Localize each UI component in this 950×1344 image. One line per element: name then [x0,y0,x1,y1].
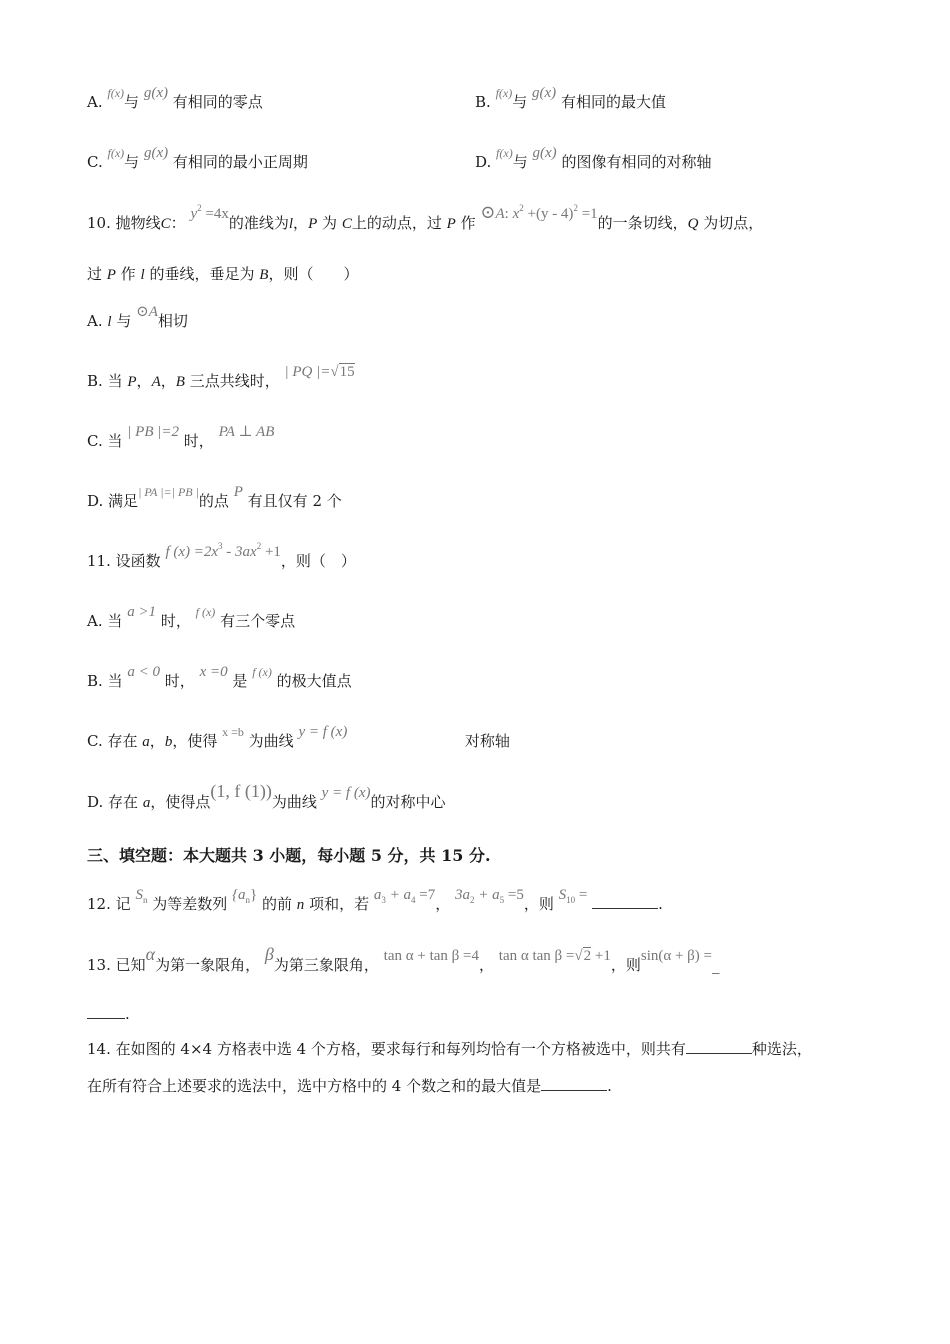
text: 在所有符合上述要求的选法中，选中方格中的 4 个数之和的最大值是 [87,1077,542,1095]
option-text: 有相同的最小正周期 [172,153,308,171]
math-text: f (x) =2x [165,544,219,560]
answer-blank-1[interactable] [686,1039,752,1054]
math-text: 2 [583,948,592,964]
option-label: A. [87,93,103,111]
math-f: f(x) [496,146,513,160]
text: _ [712,956,720,974]
option-label: A. [87,312,103,330]
math-text: tan α tan β = [498,948,575,964]
math-text: +(y - 4) [527,206,574,222]
conjunction: 与 [512,153,528,171]
math-text: y = f (x) [321,785,371,801]
math-text: - 3ax [222,544,257,560]
text: 有三个零点 [220,612,296,630]
option-label: C. [87,732,103,750]
text: 为第一象限角， [155,956,261,974]
text: ， [160,372,176,390]
math-g: g(x) [143,85,168,101]
math-text: 15 [339,364,355,380]
text: ，使得 [172,732,218,750]
text: 上的动点，过 [351,214,442,232]
text: 对称轴 [464,732,510,750]
text: . [125,1005,130,1023]
option-label: B. [87,672,103,690]
math-text: 3a [455,887,471,903]
text: 作 [460,214,476,232]
sn-symbol [135,887,147,903]
tan-product: tan α tan β =√2 +1 [498,948,611,964]
text: . [607,1077,612,1095]
var-p: P [308,216,318,232]
math-text: +1 [591,948,611,964]
q14-stem-line1 [87,1039,812,1059]
function-definition [165,541,281,560]
q13-stem [87,944,720,976]
text: P [127,374,137,390]
math-text: x [512,206,520,222]
math-text: + a [385,887,411,903]
text: a [142,795,151,811]
math-text: 2 [470,895,475,905]
q9-option-a [87,85,263,113]
text: 为曲线 [271,793,317,811]
text: 存在 [108,793,139,811]
math-text: f (x) [252,665,272,679]
var-c: C [341,216,352,232]
pb-equation: | PB |=2 [127,424,179,440]
math-text: 3 [218,541,223,551]
math-text: n [142,895,148,905]
var-p: P [106,267,116,283]
math-text: 2 [197,203,202,213]
math-text: =5 [504,887,524,903]
math-text: : [504,206,509,222]
text: 为曲线 [248,732,294,750]
option-label: C. [87,432,103,450]
text: 在如图的 4×4 方格表中选 4 个方格，要求每行和每列均恰有一个方格被选中，则共有 [115,1040,686,1058]
q11-option-a [87,604,296,632]
question-number: 14. [87,1040,111,1058]
text: ，则 [610,956,641,974]
text: 满足 [108,492,139,510]
option-text: 的图像有相同的对称轴 [561,153,712,171]
math-text: y = f (x) [298,724,348,740]
text: 作 [120,265,136,283]
math-text: β [264,944,274,964]
math-text: =7 [415,887,436,903]
text: 项和，若 [309,895,370,913]
option-label: B. [475,93,491,111]
option-label: A. [87,612,103,630]
text: 已知 [115,956,146,974]
math-text: y [190,206,198,222]
q11-stem [87,541,356,573]
math-f: f(x) [107,146,125,160]
math-text: =4x [205,206,229,222]
text: 为切点， [703,214,764,232]
text: 相切 [157,312,188,330]
math-text: P [233,484,243,500]
text: ， [478,956,494,974]
text: 种选法， [751,1040,812,1058]
text: 的点 [198,492,229,510]
text: ，使得点 [150,793,211,811]
q11-option-b [87,664,352,692]
conjunction: 与 [124,153,140,171]
math-text: a >1 [127,604,157,620]
math-g: g(x) [143,145,169,161]
option-text: 有相同的零点 [172,93,263,111]
text: 与 [116,312,132,330]
text: b [164,734,173,750]
question-number: 13. [87,956,111,974]
text: 过 [87,265,103,283]
var-b: B [259,267,269,283]
math-text: 10 [566,895,576,905]
text: 是 [232,672,248,690]
answer-blank[interactable] [592,894,658,909]
text: 时， [164,672,195,690]
math-g: g(x) [532,145,557,161]
math-text: } [250,887,258,903]
answer-blank-2[interactable] [541,1076,607,1091]
parabola-equation [190,203,229,222]
q10-option-d [87,484,342,512]
text: 存在 [107,732,138,750]
condition-2 [455,887,524,903]
math-text: n [245,895,251,905]
text: n [296,897,305,913]
text: 当 [107,672,123,690]
q10-option-b [87,364,355,392]
text: a [142,734,150,750]
q14-stem-line2 [87,1076,612,1096]
math-f: f(x) [495,86,513,100]
conjunction: 与 [512,93,528,111]
math-g: g(x) [532,85,557,101]
s10-symbol [559,887,588,903]
q9-option-b [475,85,666,113]
var-l: l [140,267,145,283]
math-text: tan α + tan β =4 [383,948,479,964]
math-text: S [558,887,567,903]
text: 为等差数列 [152,895,228,913]
math-text: (1, f (1)) [210,781,272,801]
math-text: S [135,887,143,903]
math-f: f(x) [107,86,125,100]
option-text: 有相同的最大值 [560,93,666,111]
math-text: {a [232,887,246,903]
q10-stem-line1 [87,202,764,235]
question-number: 11. [87,552,111,570]
q10-option-a [87,304,188,332]
math-text: ⊙ [480,202,496,222]
text: ，则（ ） [268,265,359,283]
text: l [107,314,112,330]
option-label: D. [87,793,104,811]
q11-option-d [87,781,446,813]
text: 的垂线，垂足为 [149,265,255,283]
math-text: x =0 [199,664,228,680]
option-label: D. [87,492,104,510]
text: 当 [107,432,123,450]
math-text: 2 [256,541,262,551]
text: ， [149,732,165,750]
math-text: +1 [261,544,281,560]
q9-option-d [475,145,712,173]
var-l: l [288,216,294,232]
text: 三点共线时， [189,372,280,390]
text: 时， [160,612,191,630]
conjunction: 与 [124,93,140,111]
text: 为 [322,214,338,232]
text: 的一条切线， [597,214,688,232]
text: 当 [107,372,123,390]
math-text: 5 [499,895,505,905]
math-text: 4 [411,895,416,905]
math-text: + a [474,887,500,903]
text: ， [136,372,152,390]
math-text: = [575,887,588,903]
text: ： [170,214,186,232]
var-c: C [160,216,171,232]
text: . [658,895,663,913]
sequence-symbol [232,887,257,903]
condition-1 [374,887,435,903]
text: 时， [183,432,214,450]
text: 设函数 [115,552,161,570]
math-text: =1 [581,206,598,222]
math-text: 3 [381,895,386,905]
text: ，则（ ） [280,552,356,570]
text: 有且仅有 2 个 [247,492,342,510]
option-label: B. [87,372,103,390]
question-number: 12. [87,895,111,913]
text: 的准线为 [228,214,289,232]
text: 的前 [262,895,293,913]
text: 记 [115,895,131,913]
section-heading: 三、填空题：本大题共 3 小题，每小题 5 分，共 15 分. [87,846,491,865]
q13-answer-line [87,1004,130,1024]
text: 当 [107,612,123,630]
math-text: 2 [573,203,578,213]
q9-option-c [87,145,308,173]
answer-blank[interactable] [87,1004,125,1019]
q10-option-c [87,424,275,452]
circle-symbol: ⊙A [136,304,158,320]
option-label: C. [87,153,103,171]
math-text: a < 0 [127,664,160,680]
math-text: x =b [222,725,244,739]
text: A [151,374,161,390]
math-text: 2 [519,203,524,213]
text: 的极大值点 [276,672,352,690]
text: 为第三象限角， [273,956,379,974]
text: 的对称中心 [370,793,446,811]
math-text: sin(α + β) = [640,948,713,964]
math-text: a [373,887,382,903]
math-text: α [145,944,156,964]
var-q: Q [687,216,699,232]
text: ， [293,214,309,232]
pa-pb-equation: | PA |=| PB | [138,485,199,499]
perpendicular-relation: PA ⊥ AB [218,424,275,440]
text: ， [435,895,451,913]
q10-stem-line2 [87,264,358,285]
text: 抛物线 [115,214,161,232]
pq-equation: | PQ |=√15 [284,364,355,380]
q11-option-c [87,724,510,752]
var-p: P [446,216,456,232]
question-number: 10. [87,214,111,232]
q12-stem [87,887,663,916]
math-text: | PQ |= [284,364,331,380]
text: ，则 [523,895,554,913]
math-text: A [495,206,505,222]
circle-equation [480,202,598,222]
math-text: f (x) [195,605,216,619]
text: B [175,374,185,390]
option-label: D. [475,153,492,171]
